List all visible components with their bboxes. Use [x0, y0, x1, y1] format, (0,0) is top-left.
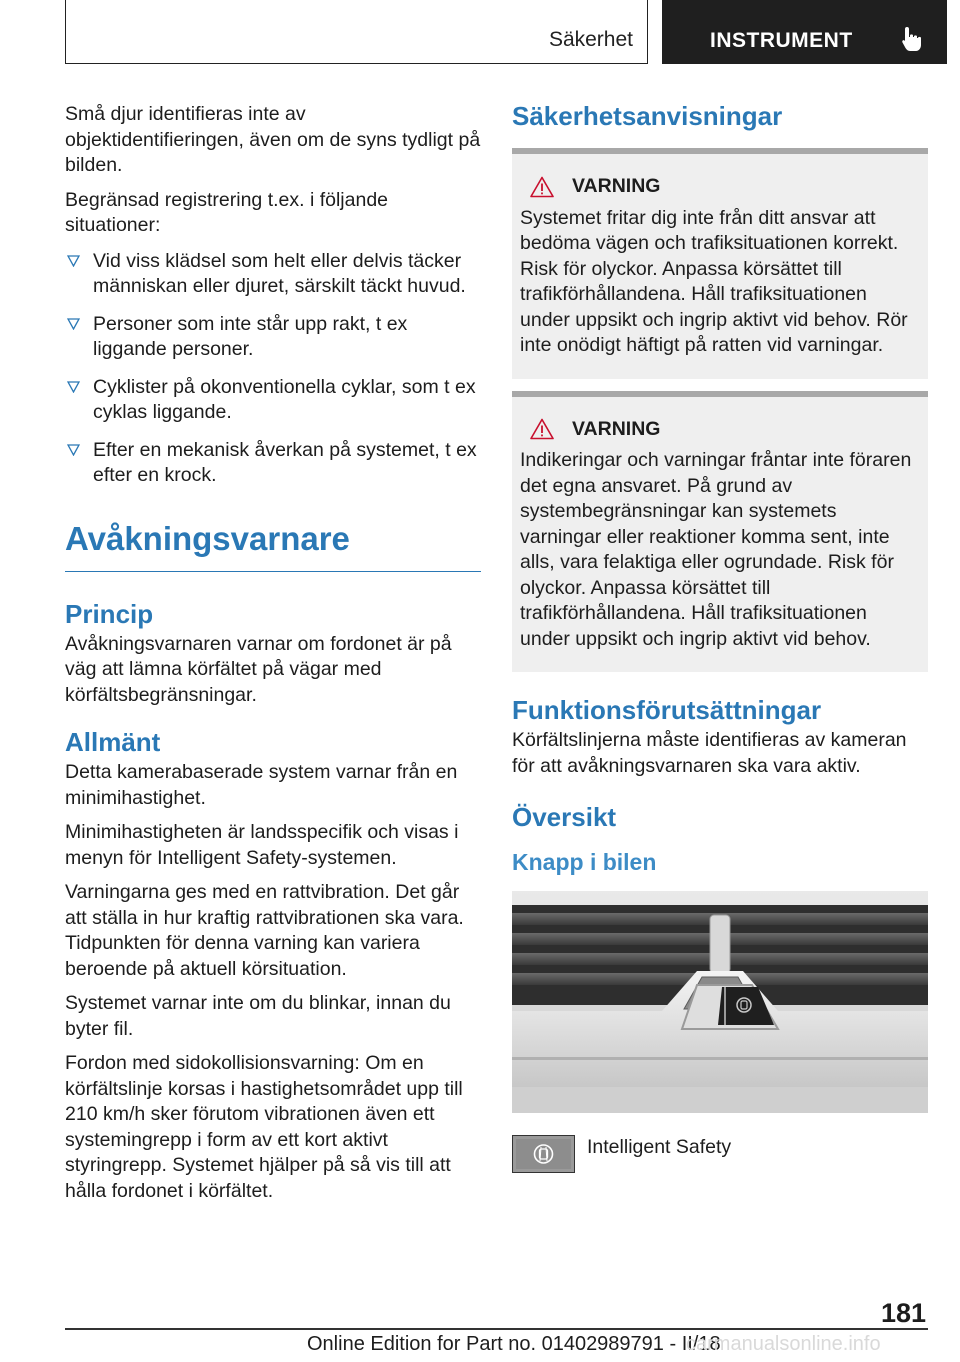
list-item-text: Personer som inte står upp rakt, t ex liggande personer. — [93, 312, 408, 360]
button-heading: Knapp i bilen — [512, 849, 657, 875]
list-item — [65, 312, 481, 363]
intro-paragraph-1: Små djur identifieras inte av objektidentifieringen, även om de syns tydligt på bilden. — [65, 103, 481, 176]
console-button-photo — [512, 891, 928, 1113]
warning-label: VARNING — [572, 175, 661, 197]
page-header — [65, 0, 947, 66]
requirements-heading: Funktionsförutsättningar — [512, 695, 822, 725]
bullet-triangle-icon — [67, 381, 80, 393]
list-item-text: Cyklister på okonventionella cyklar, som t ex cyklas liggande. — [93, 375, 476, 423]
header-chapter-title: INSTRUMENT — [710, 29, 853, 52]
general-paragraph: Detta kamerabaserade system varnar från en minimihastighet. — [65, 761, 458, 809]
limitation-list — [65, 249, 481, 489]
principle-heading: Princip — [65, 598, 154, 629]
page-number: 181 — [880, 1298, 926, 1328]
general-paragraph: Minimihastigheten är landsspecifik och visas i menyn för Intelligent Safety-systemen. — [65, 821, 459, 869]
general-paragraph: Varningarna ges med en rattvibration. Det går att ställa in hur kraftig rattvibrationen ska vara. Tidpunkten för denna varning kan variera beroende på aktuell körsituation. — [65, 881, 464, 980]
left-column — [65, 102, 481, 1213]
list-item-text: Efter en mekanisk åverkan på systemet, t ex efter en krock. — [93, 438, 477, 486]
general-heading: Allmänt — [65, 727, 161, 757]
warning-title — [530, 174, 920, 200]
general-paragraph: Fordon med sidokollisionsvarning: Om en körfältslinje korsas i hastighetsområdet upp till 210 km/h sker förutom vibrationen även ett systemingrepp i form av ett kort aktivt styringrepp. Systemet hjälper på så vis till att hålla fordonet i körfältet. — [65, 1052, 463, 1202]
bullet-triangle-icon — [67, 318, 80, 330]
right-column — [512, 100, 928, 1173]
warning-text: Indikeringar och varningar fråntar inte föraren det egna ansvaret. På grund av systembegränsningar kan systemets varningar eller reaktioner komma sent, inte alls, vara felaktiga eller ogrundade. Risk för olyckor. Anpassa körsättet till trafikförhållandena. Håll trafiksituationen under uppsikt och ingrip aktivt vid behov. — [520, 449, 912, 650]
warning-box — [512, 148, 928, 379]
footer-divider — [65, 1328, 928, 1330]
warning-label: VARNING — [572, 417, 661, 440]
requirements-text: Körfältslinjerna måste identifieras av kameran för att avåkningsvarnaren ska vara aktiv. — [512, 729, 907, 777]
general-paragraph: Systemet varnar inte om du blinkar, innan du byter fil. — [65, 992, 451, 1040]
bullet-triangle-icon — [67, 444, 80, 456]
chapter-title: Avåkningsvarnare — [65, 519, 481, 572]
safety-heading: Säkerhetsanvisningar — [512, 101, 783, 131]
button-legend — [512, 1135, 928, 1173]
warning-text: Systemet fritar dig inte från ditt ansvar att bedöma vägen och trafiksituationen korrekt. Risk för olyckor. Anpassa körsättet till trafikförhållandena. Håll trafiksituationen under uppsikt och ingrip aktivt vid behov. Rör inte onödigt häftigt på ratten vid varningar. — [520, 206, 908, 356]
warning-box — [512, 391, 928, 673]
overview-heading: Översikt — [512, 802, 617, 832]
header-chapter-box — [662, 0, 947, 64]
list-item — [65, 375, 481, 426]
intelligent-safety-icon — [512, 1135, 575, 1173]
header-section-title: Säkerhet — [548, 28, 633, 51]
list-item-text: Vid viss klädsel som helt eller delvis täcker människan eller djuret, särskilt täckt huvud. — [93, 249, 466, 297]
bullet-triangle-icon — [67, 255, 80, 267]
pointing-hand-icon — [901, 26, 923, 52]
warning-title — [530, 417, 920, 443]
list-item — [65, 249, 481, 300]
principle-text: Avåkningsvarnaren varnar om fordonet är på väg att lämna körfältet på vägar med körfältsbegränsningar. — [65, 632, 452, 706]
intro-paragraph-2: Begränsad registrering t.ex. i följande situationer: — [65, 188, 389, 236]
header-section-box — [65, 0, 648, 64]
button-label: Intelligent Safety — [587, 1136, 732, 1158]
edition-text: Online Edition for Part no. 01402989791 - II/18 — [307, 1333, 721, 1355]
watermark: carmanualsonline.info — [686, 1333, 881, 1355]
warning-triangle-icon — [530, 418, 554, 440]
warning-triangle-icon — [530, 176, 554, 198]
list-item — [65, 438, 481, 489]
